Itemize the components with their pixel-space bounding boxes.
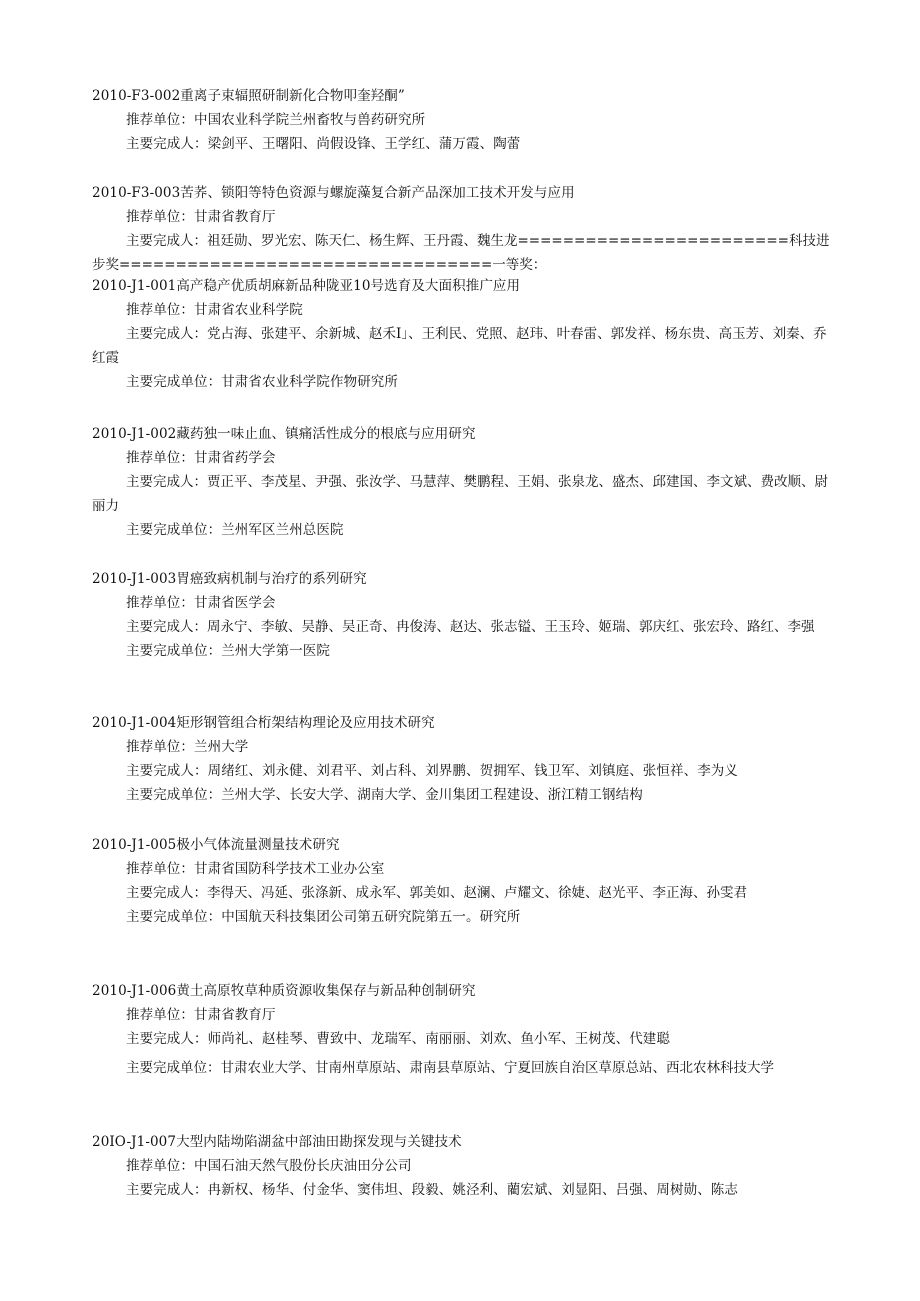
entry-title: 2010-J1-004矩形钢管组合桁架结构理论及应用技术研究 — [92, 715, 435, 731]
main-contributors: 主要完成人：祖廷勋、罗光宏、陈天仁、杨生辉、王丹霞、魏生龙========================科技进步奖=================================一等奖： — [92, 233, 830, 273]
recommending-unit: 推荐单位：甘肃省教育厅 — [126, 1007, 276, 1023]
entry-title: 2010-J1-003胃癌致病机制与治疗的系列研究 — [92, 571, 367, 587]
completing-unit: 主要完成单位：甘肃省农业科学院作物研究所 — [126, 374, 398, 390]
award-entry — [92, 979, 832, 1080]
completing-unit: 主要完成单位：兰州大学、长安大学、湖南大学、金川集团工程建设、浙江精工钢结构 — [126, 787, 643, 803]
entry-title: 2010-J1-006黄土高原牧草种质资源收集保存与新品种创制研究 — [92, 983, 476, 999]
recommending-unit: 推荐单位：中国石油天然气股份长庆油田分公司 — [126, 1158, 412, 1174]
award-entry — [92, 422, 832, 542]
award-entry — [92, 833, 832, 929]
recommending-unit: 推荐单位：甘肃省医学会 — [126, 595, 276, 611]
main-contributors: 主要完成人：贾正平、李茂星、尹强、张汝学、马慧萍、樊鹏程、王娟、张泉龙、盛杰、邱建国、李文斌、费改顺、尉丽力 — [92, 474, 828, 514]
award-entry — [92, 274, 832, 394]
recommending-unit: 推荐单位：甘肃省药学会 — [126, 450, 276, 466]
entry-title: 2010-J1-005极小气体流量测量技术研究 — [92, 837, 340, 853]
completing-unit: 主要完成单位：中国航天科技集团公司第五研究院第五一。研究所 — [126, 909, 521, 925]
main-contributors: 主要完成人：师尚礼、赵桂琴、曹致中、龙瑞军、南丽丽、刘欢、鱼小军、王树茂、代建聪 — [126, 1031, 670, 1047]
entry-title: 2010-F3-002重离子束辐照研制新化合物叩奎羟酮” — [92, 88, 405, 104]
main-contributors: 主要完成人：周绪红、刘永健、刘君平、刘占科、刘界鹏、贺拥军、钱卫军、刘镇庭、张恒祥、李为义 — [126, 763, 738, 779]
recommending-unit: 推荐单位：兰州大学 — [126, 739, 249, 755]
recommending-unit: 推荐单位：甘肃省教育厅 — [126, 209, 276, 225]
completing-unit: 主要完成单位：兰州军区兰州总医院 — [126, 522, 344, 538]
award-entry — [92, 711, 832, 807]
recommending-unit: 推荐单位：甘肃省国防科学技术工业办公室 — [126, 861, 385, 877]
main-contributors: 主要完成人：党占海、张建平、余新城、赵禾I」、王利民、党照、赵玮、叶春雷、郭发祥、杨东贵、高玉芳、刘秦、乔红霞 — [92, 326, 827, 366]
recommending-unit: 推荐单位：中国农业科学院兰州畜牧与兽药研究所 — [126, 112, 426, 128]
award-entry — [92, 84, 832, 156]
award-entry — [92, 1130, 832, 1202]
recommending-unit: 推荐单位：甘肃省农业科学院 — [126, 302, 303, 318]
main-contributors: 主要完成人：周永宁、李敏、吴静、吴正奇、冉俊涛、赵达、张志镒、王玉玲、姬瑞、郭庆红、张宏玲、路红、李强 — [126, 619, 815, 635]
entry-title: 2010-F3-003苦荞、锁阳等特色资源与螺旋藻复合新产品深加工技术开发与应用 — [92, 185, 575, 201]
award-entry — [92, 567, 832, 663]
main-contributors: 主要完成人：李得天、冯延、张涤新、成永军、郭美如、赵澜、卢耀文、徐婕、赵光平、李正海、孙雯君 — [126, 885, 747, 901]
main-contributors: 主要完成人：冉新权、杨华、付金华、窦伟坦、段毅、姚泾利、藺宏斌、刘显阳、吕强、周树勋、陈志 — [126, 1182, 738, 1198]
entry-title: 20IO-J1-007大型内陆坳陷湖盆中部油田勘探发现与关键技术 — [92, 1134, 462, 1150]
award-entry — [92, 181, 832, 277]
main-contributors: 主要完成人：梁剑平、王曙阳、尚假设锋、王学红、蒲万霞、陶蕾 — [126, 136, 521, 152]
completing-unit: 主要完成单位：兰州大学第一医院 — [126, 643, 330, 659]
completing-unit: 主要完成单位：甘肃农业大学、甘南州草原站、肃南县草原站、宁夏回族自治区草原总站、西北农林科技大学 — [126, 1060, 774, 1076]
entry-title: 2010-J1-002藏药独一味止血、镇痛活性成分的根底与应用研究 — [92, 426, 476, 442]
entry-title: 2010-J1-001高产稳产优质胡麻新品种陇亚10号选育及大面积推广应用 — [92, 278, 521, 294]
